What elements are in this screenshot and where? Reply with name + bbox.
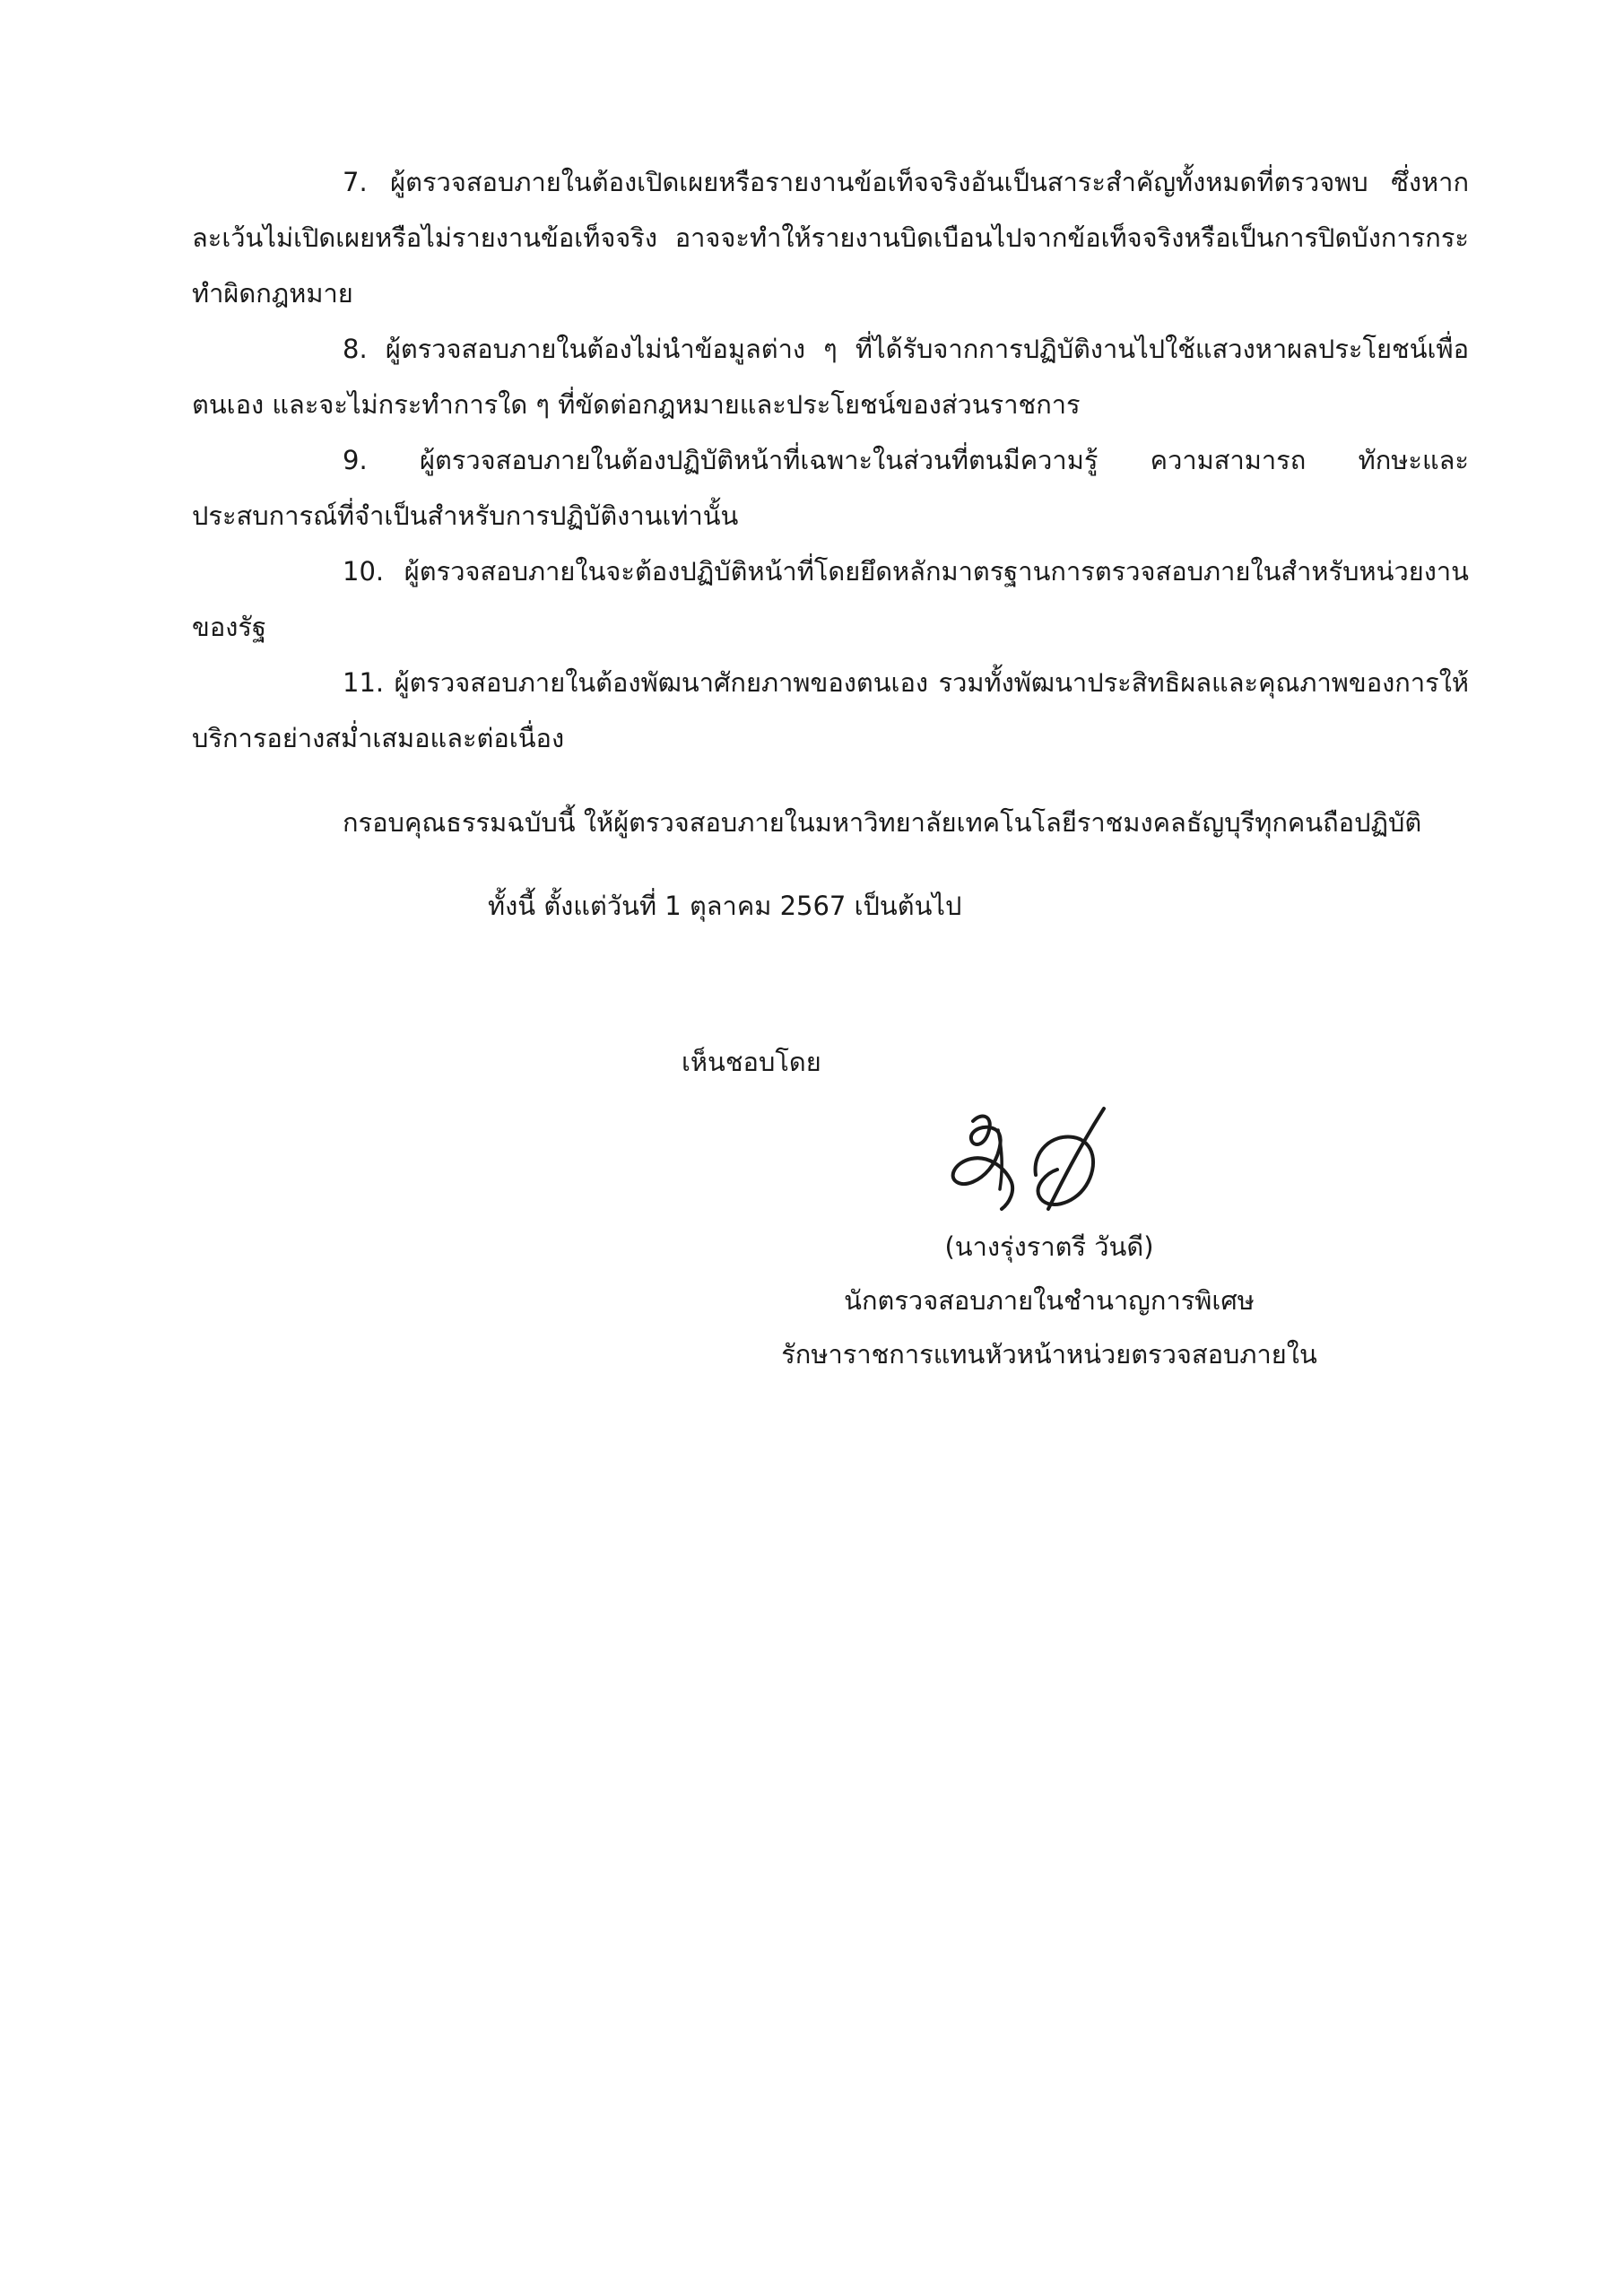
handwritten-signature [946, 1103, 1116, 1224]
approved-by-label: เห็นชอบโดย [682, 1047, 821, 1077]
clause-11: 11. ผู้ตรวจสอบภายในต้องพัฒนาศักยภาพของตนเอง รวมทั้งพัฒนาประสิทธิผลและคุณภาพของการให้บริการอย่างสม่ำเสมอและต่อเนื่อง [192, 667, 1469, 753]
signatory-role: รักษาราชการแทนหัวหน้าหน่วยตรวจสอบภายใน [781, 1339, 1317, 1370]
clause-10: 10. ผู้ตรวจสอบภายในจะต้องปฏิบัติหน้าที่โดยยึดหลักมาตรฐานการตรวจสอบภายในสำหรับหน่วยงานของรัฐ [192, 556, 1469, 642]
signatory-position: นักตรวจสอบภายในชำนาญการพิเศษ [844, 1285, 1255, 1316]
closing-statement: กรอบคุณธรรมฉบับนี้ ให้ผู้ตรวจสอบภายในมหาวิทยาลัยเทคโนโลยีราชมงคลธัญบุรีทุกคนถือปฏิบัติ [343, 807, 1422, 838]
signatory-name: (นางรุ่งราตรี วันดี) [944, 1231, 1154, 1262]
effective-date: ทั้งนี้ ตั้งแต่วันที่ 1 ตุลาคม 2567 เป็นต้นไป [488, 891, 962, 921]
signature-block [726, 1220, 1372, 1381]
clause-9: 9. ผู้ตรวจสอบภายในต้องปฏิบัติหน้าที่เฉพาะในส่วนที่ตนมีความรู้ ความสามารถ ทักษะและประสบการณ์ที่จำเป็นสำหรับการปฏิบัติงานเท่านั้น [192, 445, 1469, 531]
clause-7: 7. ผู้ตรวจสอบภายในต้องเปิดเผยหรือรายงานข้อเท็จจริงอันเป็นสาระสำคัญทั้งหมดที่ตรวจพบ ซึ่งหากละเว้นไม่เปิดเผยหรือไม่รายงานข้อเท็จจริง อาจจะทำให้รายงานบิดเบือนไปจากข้อเท็จจริงหรือเป็นการปิดบังการกระทำผิดกฎหมาย [192, 167, 1469, 309]
ethics-body [192, 154, 1469, 850]
clause-8: 8. ผู้ตรวจสอบภายในต้องไม่นำข้อมูลต่าง ๆ ที่ได้รับจากการปฏิบัติงานไปใช้แสวงหาผลประโยชน์เพื่อตนเอง และจะไม่กระทำการใด ๆ ที่ขัดต่อกฎหมายและประโยชน์ของส่วนราชการ [192, 334, 1469, 420]
